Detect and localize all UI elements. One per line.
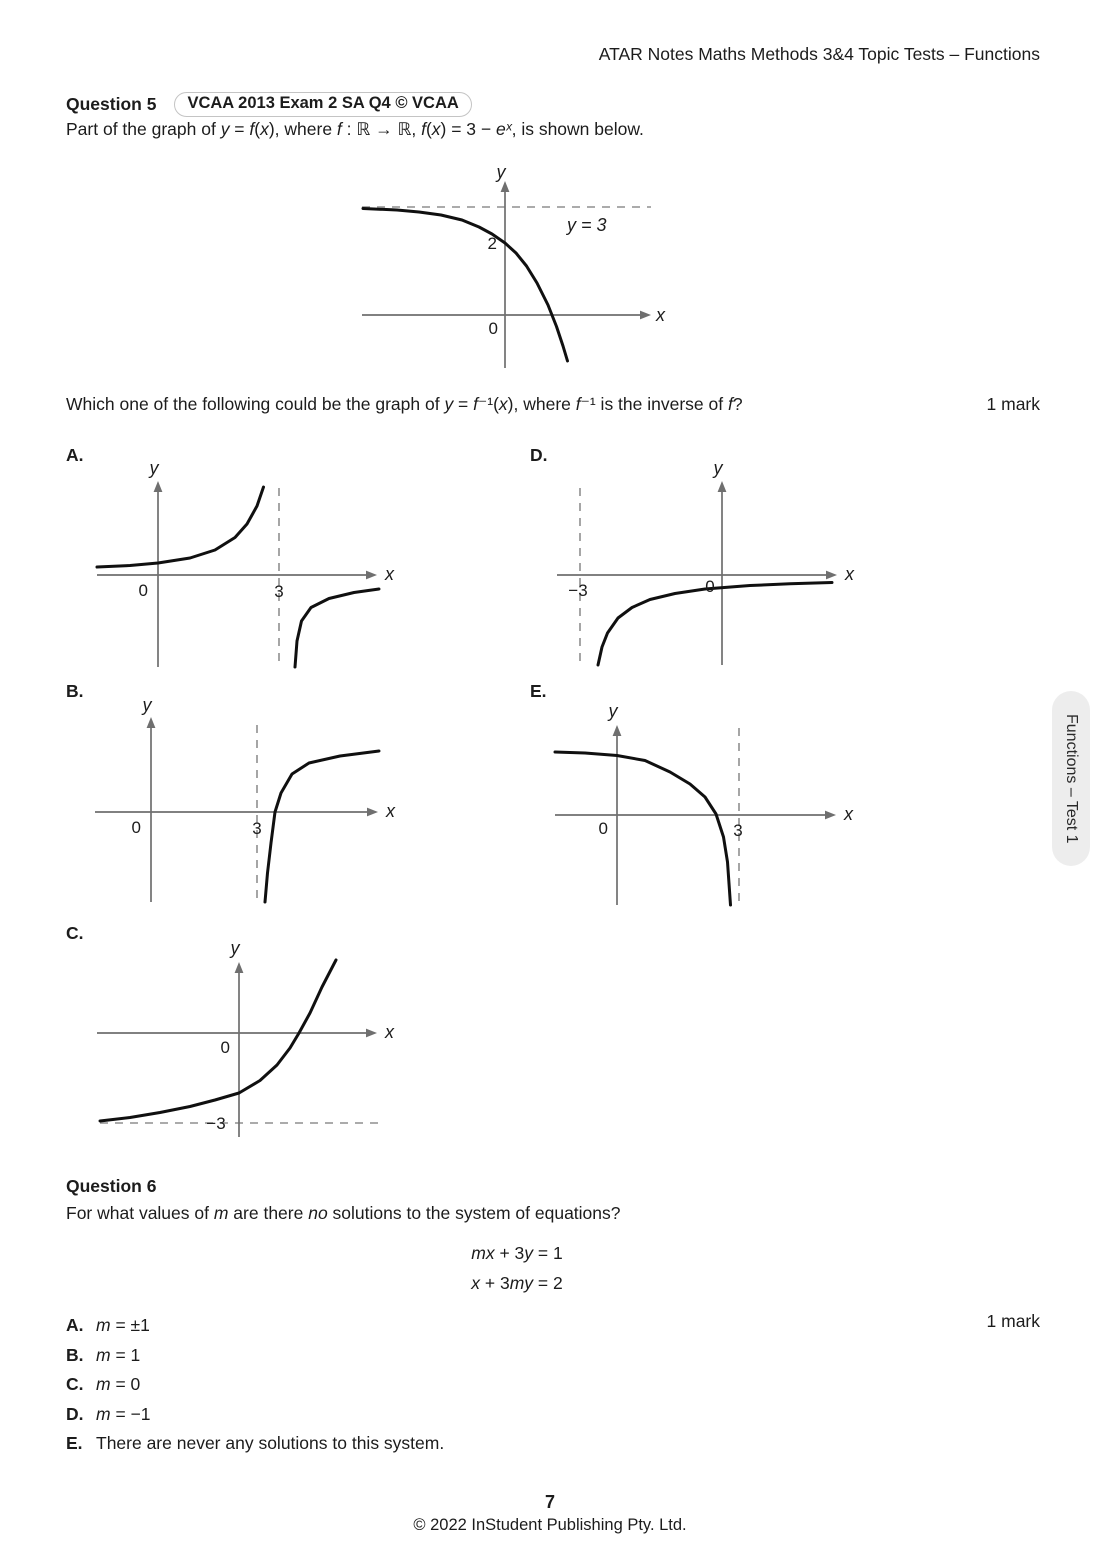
question5-prompt-row bbox=[66, 394, 1040, 415]
y-axis-arrow bbox=[154, 481, 163, 492]
x-axis-arrow bbox=[366, 1029, 377, 1038]
x-axis-label: x bbox=[386, 801, 395, 821]
x-axis-arrow bbox=[640, 311, 651, 320]
asymptote-tick-label: 3 bbox=[252, 819, 262, 838]
option-c-letter: C. bbox=[66, 923, 84, 943]
origin-label: 0 bbox=[220, 1038, 230, 1057]
x-axis-arrow bbox=[366, 571, 377, 580]
question5-main-graph bbox=[355, 158, 675, 380]
origin-label: 0 bbox=[598, 819, 608, 838]
option-text: m = −1 bbox=[96, 1403, 151, 1424]
y-axis-label: y bbox=[142, 695, 152, 715]
origin-label: 0 bbox=[138, 581, 148, 600]
option-b-graph bbox=[85, 690, 405, 910]
y-axis-arrow bbox=[613, 725, 622, 736]
option-text: m = ±1 bbox=[96, 1315, 150, 1335]
option-c-graph bbox=[90, 940, 410, 1160]
section-side-tab bbox=[1052, 691, 1090, 866]
x-axis-label: x bbox=[844, 804, 853, 824]
option-letter: B. bbox=[66, 1344, 84, 1365]
question5-header bbox=[66, 92, 472, 117]
question6-option-d bbox=[66, 1400, 1040, 1430]
y-axis-label: y bbox=[230, 940, 240, 958]
question6-equations bbox=[66, 1238, 968, 1298]
asymptote-tick-label: −3 bbox=[206, 1114, 226, 1133]
copyright-notice: © 2022 InStudent Publishing Pty. Ltd. bbox=[413, 1516, 687, 1534]
curve-f bbox=[363, 209, 568, 362]
option-a-letter: A. bbox=[66, 445, 84, 465]
question5-prompt: Which one of the following could be the graph of y = f⁻¹(x), where f⁻¹ is the inverse of f? bbox=[66, 394, 743, 414]
page-header-title: ATAR Notes Maths Methods 3&4 Topic Tests – Functions bbox=[598, 44, 1040, 64]
y-axis-arrow bbox=[501, 181, 510, 192]
option-d-graph bbox=[550, 455, 870, 675]
option-text: m = 0 bbox=[96, 1374, 141, 1394]
y-intercept-label: 2 bbox=[487, 234, 497, 253]
question6-heading: Question 6 bbox=[66, 1176, 157, 1196]
asymptote-tick-label: 3 bbox=[733, 821, 743, 840]
x-axis-arrow bbox=[367, 808, 378, 817]
asymptote-tick-label: 3 bbox=[274, 582, 284, 601]
question5-source-badge: VCAA 2013 Exam 2 SA Q4 © VCAA bbox=[174, 92, 471, 117]
page-number: 7 bbox=[544, 1492, 555, 1512]
option-letter: E. bbox=[66, 1433, 83, 1453]
y-axis-arrow bbox=[235, 962, 244, 973]
x-axis-label: x bbox=[656, 305, 665, 325]
curve bbox=[100, 960, 336, 1121]
question6-option-b bbox=[66, 1341, 1040, 1371]
asymptote-tick-label: −3 bbox=[568, 581, 588, 600]
question6-prompt: For what values of m are there no solutions to the system of equations? bbox=[66, 1203, 621, 1223]
y-axis-label: y bbox=[496, 162, 506, 182]
option-text: There are never any solutions to this system. bbox=[96, 1433, 445, 1453]
question5-heading: Question 5 bbox=[66, 94, 157, 114]
option-text: m = 1 bbox=[96, 1344, 141, 1365]
option-a-graph bbox=[90, 455, 410, 675]
curve-right-branch bbox=[295, 589, 379, 667]
question6-option-a bbox=[66, 1311, 1040, 1341]
origin-label: 0 bbox=[705, 577, 715, 596]
option-letter: C. bbox=[66, 1374, 84, 1394]
origin-label: 0 bbox=[131, 818, 141, 837]
curve bbox=[555, 752, 731, 905]
x-axis-label: x bbox=[385, 564, 394, 584]
x-axis-label: x bbox=[385, 1022, 394, 1042]
equation-1: mx + 3y = 1 bbox=[471, 1243, 563, 1263]
option-letter: A. bbox=[66, 1315, 84, 1335]
question6-section bbox=[66, 1176, 1040, 1459]
question6-option-c bbox=[66, 1370, 1040, 1400]
y-axis-arrow bbox=[718, 481, 727, 492]
x-axis-label: x bbox=[845, 564, 854, 584]
question6-options bbox=[66, 1311, 1040, 1459]
x-axis-arrow bbox=[825, 811, 836, 820]
question5-marks: 1 mark bbox=[986, 394, 1040, 414]
option-d-letter: D. bbox=[530, 445, 548, 465]
option-letter: D. bbox=[66, 1403, 84, 1424]
x-axis-arrow bbox=[826, 571, 837, 580]
asymptote-equation-label: y = 3 bbox=[567, 215, 607, 235]
curve bbox=[598, 583, 832, 666]
y-axis-label: y bbox=[149, 458, 159, 478]
option-b-letter: B. bbox=[66, 681, 84, 701]
question6-option-e bbox=[66, 1429, 1040, 1459]
equation-2: x + 3my = 2 bbox=[471, 1273, 563, 1293]
curve bbox=[265, 751, 379, 902]
curve-left-branch bbox=[97, 487, 264, 567]
section-side-tab-label: Functions – Test 1 bbox=[1063, 713, 1080, 844]
option-e-graph bbox=[545, 690, 865, 910]
y-axis-label: y bbox=[713, 458, 723, 478]
origin-label: 0 bbox=[488, 319, 498, 338]
y-axis-arrow bbox=[147, 717, 156, 728]
option-e-letter: E. bbox=[530, 681, 547, 701]
question6-marks: 1 mark bbox=[986, 1311, 1040, 1331]
question5-intro: Part of the graph of y = f(x), where f : ℝ → ℝ, f(x) = 3 − eˣ, is shown below. bbox=[66, 119, 644, 139]
y-axis-label: y bbox=[608, 701, 618, 721]
